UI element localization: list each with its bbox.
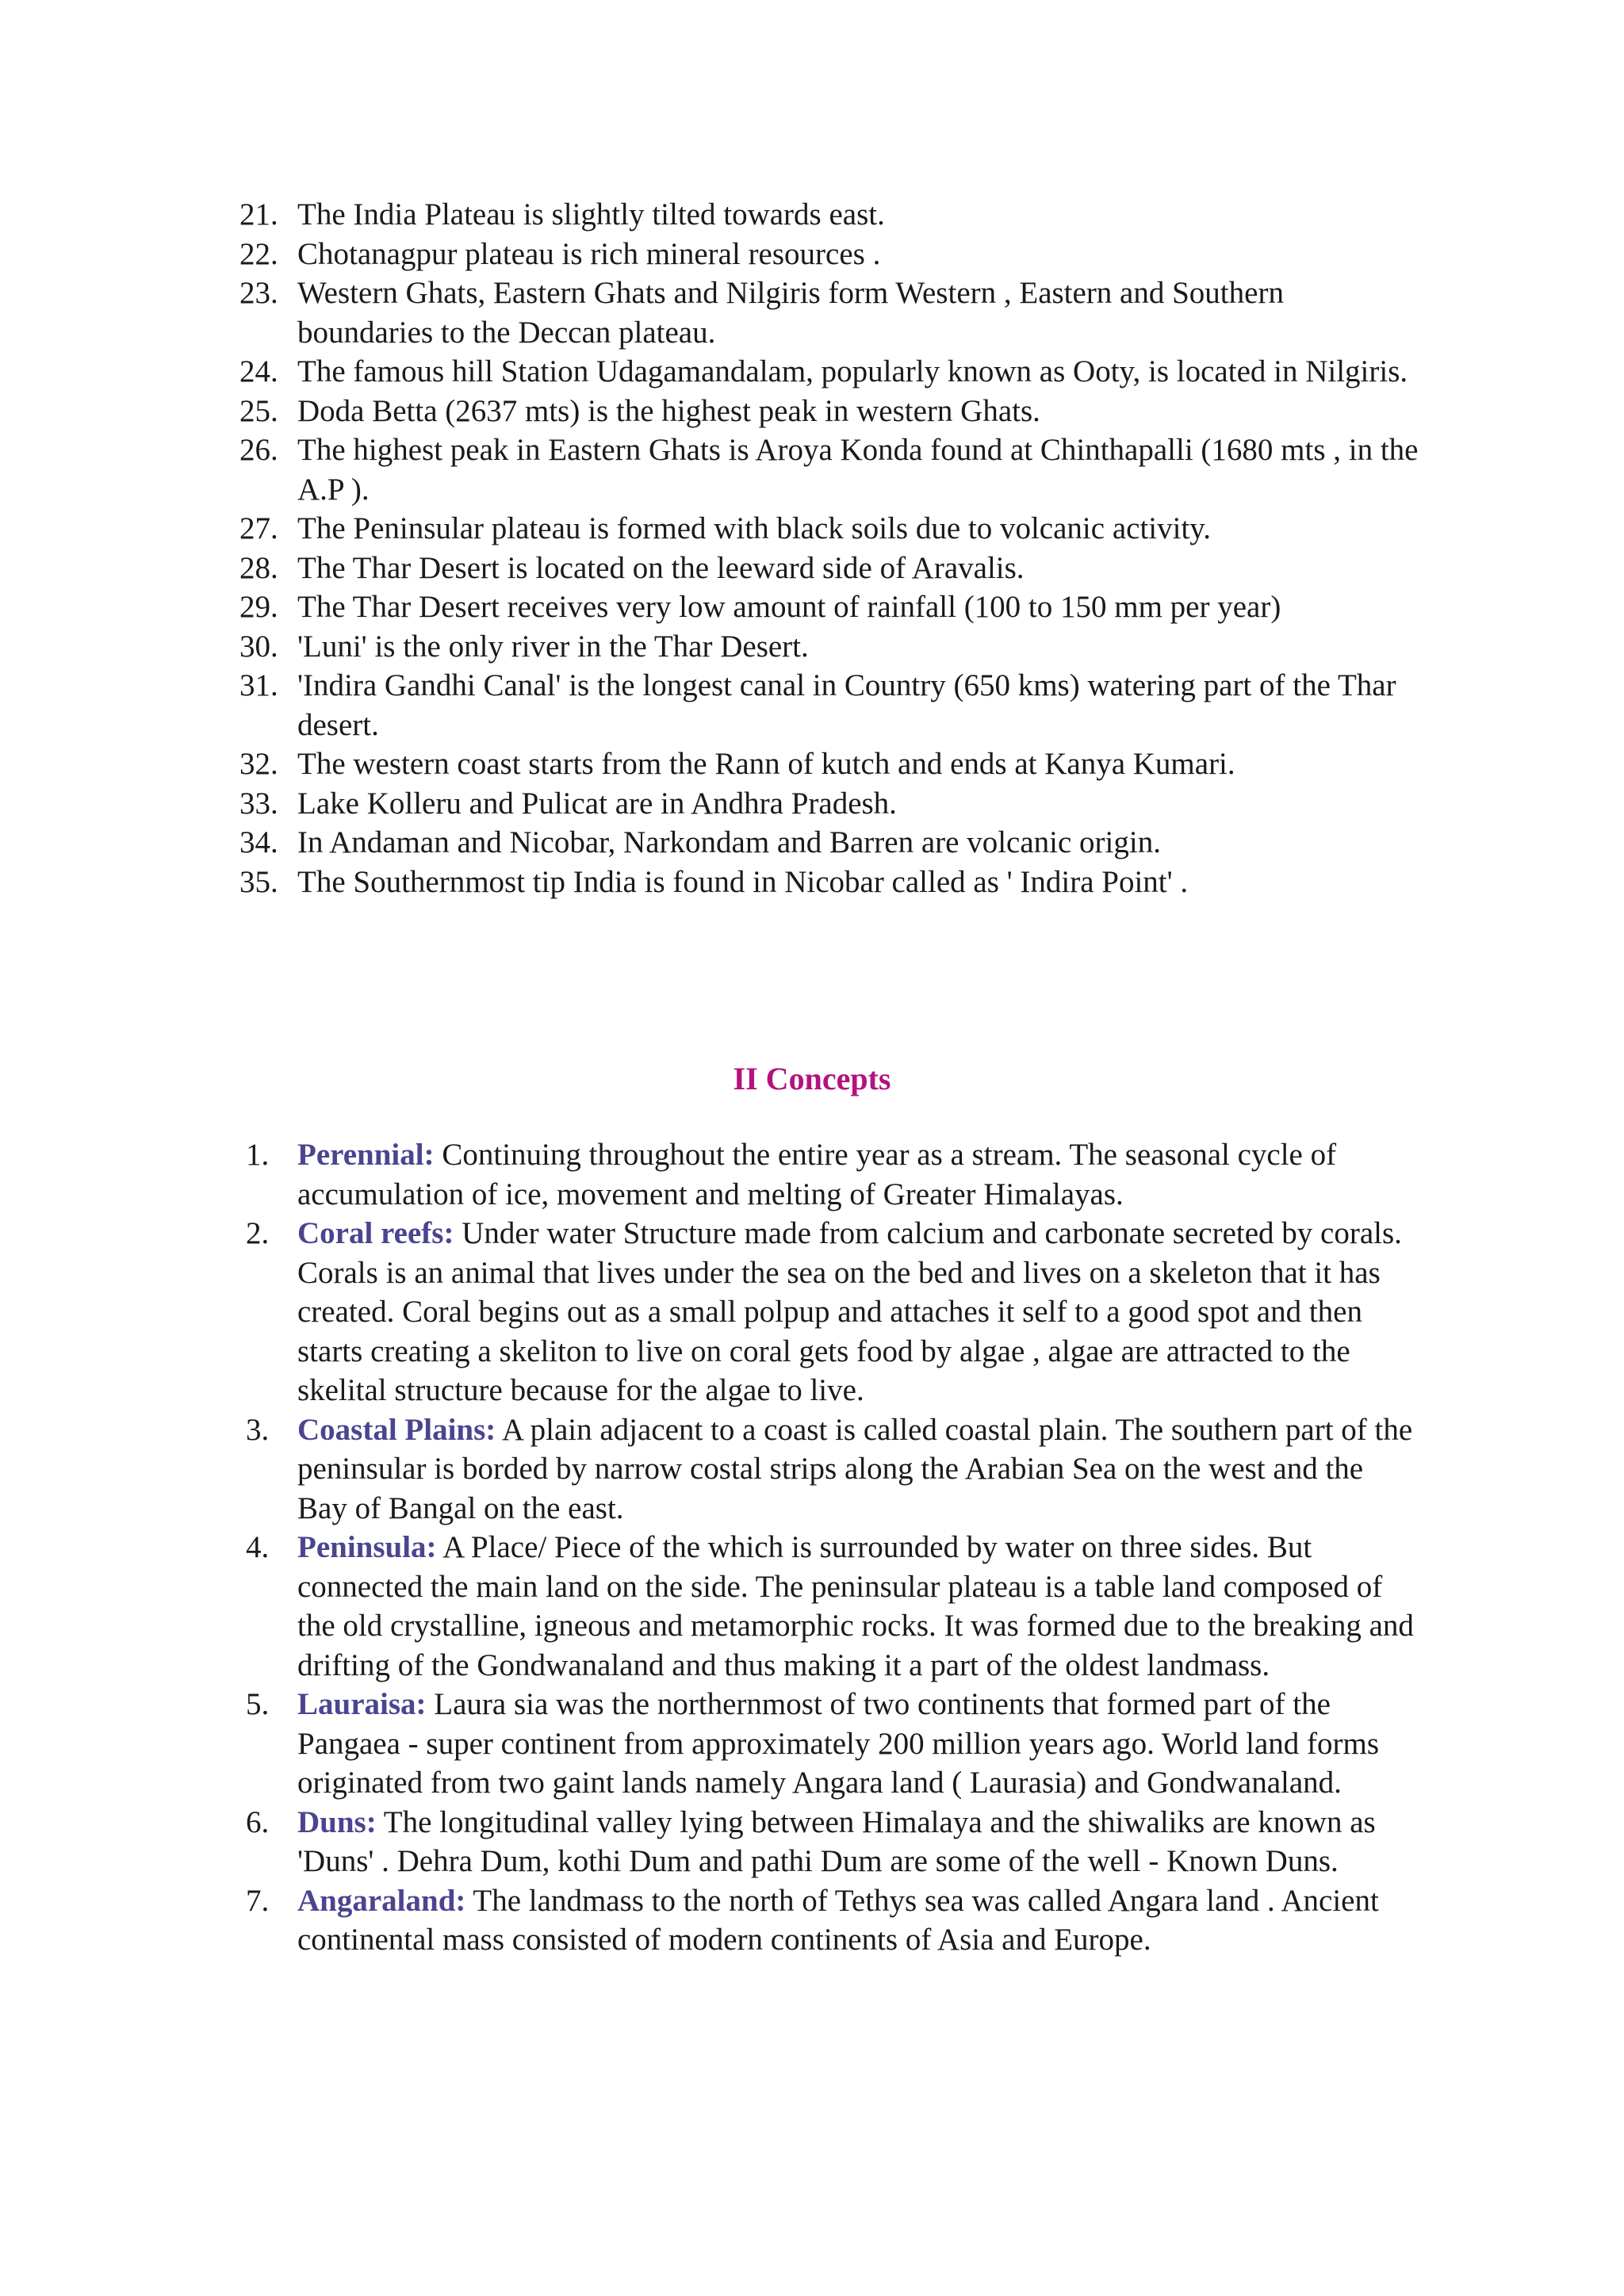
concepts-item-number: 5. [246, 1687, 270, 1721]
facts-item [0, 509, 1419, 549]
concepts-item [0, 1410, 1419, 1529]
facts-item-number: 22. [239, 236, 278, 271]
concepts-item [0, 1881, 1419, 1960]
facts-item-number: 25. [239, 393, 278, 428]
concepts-item [0, 1803, 1419, 1881]
concepts-item-term: Perennial: [297, 1138, 435, 1172]
facts-item-text: Chotanagpur plateau is rich mineral resources . [297, 236, 881, 271]
concepts-item-term: Angaraland: [297, 1883, 466, 1918]
facts-item [0, 784, 1419, 824]
concepts-item-term: Coastal Plains: [297, 1412, 496, 1447]
facts-item-text: Western Ghats, Eastern Ghats and Nilgiris form Western , Eastern and Southern boundaries to the Deccan plateau. [297, 276, 1284, 350]
concepts-item-text: Continuing throughout the entire year as a stream. The seasonal cycle of accumulation of ice, movement and melting of Greater Himalayas. [297, 1138, 1337, 1211]
facts-item [0, 744, 1419, 784]
facts-item [0, 274, 1419, 352]
concepts-item-term: Duns: [297, 1804, 377, 1839]
facts-item-text: 'Indira Gandhi Canal' is the longest canal in Country (650 kms) watering part of the Thar desert. [297, 668, 1396, 742]
facts-item [0, 666, 1419, 744]
concepts-item-term: Lauraisa: [297, 1687, 427, 1721]
concepts-item-term: Peninsula: [297, 1530, 437, 1564]
concepts-item [0, 1214, 1419, 1410]
facts-item [0, 195, 1419, 235]
facts-item-text: In Andaman and Nicobar, Narkondam and Barren are volcanic origin. [297, 825, 1161, 859]
facts-item-text: 'Luni' is the only river in the Thar Desert. [297, 629, 809, 664]
facts-item-number: 33. [239, 786, 278, 821]
facts-item-number: 29. [239, 590, 278, 624]
facts-item-number: 27. [239, 511, 278, 545]
facts-item-text: The western coast starts from the Rann of kutch and ends at Kanya Kumari. [297, 747, 1235, 781]
section-heading: II Concepts [733, 1061, 891, 1096]
concepts-item-number: 7. [246, 1883, 270, 1918]
facts-item-text: The Southernmost tip India is found in Nicobar called as ' Indira Point' . [297, 864, 1189, 899]
facts-item-number: 24. [239, 354, 278, 388]
concepts-item [0, 1685, 1419, 1803]
facts-item-text: The Thar Desert receives very low amount of rainfall (100 to 150 mm per year) [297, 590, 1281, 624]
facts-item [0, 352, 1419, 392]
concepts-item-number: 1. [246, 1138, 270, 1172]
concepts-item-text: Laura sia was the northernmost of two continents that formed part of the Pangaea - super continent from approximately 200 million years ago. World land forms originated from two gaint lands namely Angara land ( Laurasia) and Gondwanaland. [297, 1687, 1380, 1800]
facts-item-text: The Thar Desert is located on the leeward side of Aravalis. [297, 550, 1025, 585]
facts-item-number: 21. [239, 197, 278, 232]
facts-item [0, 549, 1419, 588]
concepts-item-number: 2. [246, 1216, 270, 1250]
facts-list [0, 195, 1624, 901]
facts-item-text: Lake Kolleru and Pulicat are in Andhra Pradesh. [297, 786, 897, 821]
facts-item-text: The highest peak in Eastern Ghats is Aroya Konda found at Chinthapalli (1680 mts , in the A.P ). [297, 433, 1419, 507]
facts-item [0, 235, 1419, 274]
facts-item-text: The India Plateau is slightly tilted towards east. [297, 197, 885, 232]
facts-item [0, 430, 1419, 509]
facts-item-number: 23. [239, 276, 278, 310]
facts-item-number: 34. [239, 825, 278, 859]
facts-item-text: Doda Betta (2637 mts) is the highest peak in western Ghats. [297, 393, 1040, 428]
facts-item [0, 392, 1419, 431]
concepts-item-text: The longitudinal valley lying between Himalaya and the shiwaliks are known as 'Duns' . Dehra Dum, kothi Dum and pathi Dum are some of the well - Known Duns. [297, 1804, 1376, 1878]
concepts-item-text: Under water Structure made from calcium and carbonate secreted by corals. Corals is an animal that lives under the sea on the bed and lives on a skeleton that it has created. Coral begins out as a small polpup and attaches it self to a good spot and then starts creating a skeliton to live on coral gets food by algae , algae are attracted to the skelital structure because for the algae to live. [297, 1216, 1402, 1407]
concepts-list [0, 1135, 1624, 1960]
facts-item [0, 823, 1419, 863]
concepts-item-number: 6. [246, 1804, 270, 1839]
facts-item-number: 31. [239, 668, 278, 702]
facts-item-number: 35. [239, 864, 278, 899]
facts-item-text: The famous hill Station Udagamandalam, popularly known as Ooty, is located in Nilgiris. [297, 354, 1408, 388]
facts-item-text: The Peninsular plateau is formed with black soils due to volcanic activity. [297, 511, 1212, 545]
concepts-item-text: A plain adjacent to a coast is called coastal plain. The southern part of the peninsular is borded by narrow costal strips along the Arabian Sea on the west and the Bay of Bangal on the east. [297, 1412, 1413, 1525]
concepts-item-number: 3. [246, 1412, 270, 1447]
concepts-item-term: Coral reefs: [297, 1216, 454, 1250]
facts-item [0, 587, 1419, 627]
facts-item-number: 28. [239, 550, 278, 585]
facts-item [0, 863, 1419, 902]
facts-item [0, 627, 1419, 667]
concepts-item [0, 1135, 1419, 1214]
concepts-item-number: 4. [246, 1530, 270, 1564]
concepts-item-text: The landmass to the north of Tethys sea was called Angara land . Ancient continental mass consisted of modern continents of Asia and Europe. [297, 1883, 1379, 1957]
concepts-item [0, 1528, 1419, 1685]
concepts-item-text: A Place/ Piece of the which is surrounded by water on three sides. But connected the main land on the side. The peninsular plateau is a table land composed of the old crystalline, igneous and metamorphic rocks. It was formed due to the breaking and drifting of the Gondwanaland and thus making it a part of the oldest landmass. [297, 1530, 1414, 1682]
facts-item-number: 30. [239, 629, 278, 664]
facts-item-number: 32. [239, 747, 278, 781]
facts-item-number: 26. [239, 433, 278, 467]
